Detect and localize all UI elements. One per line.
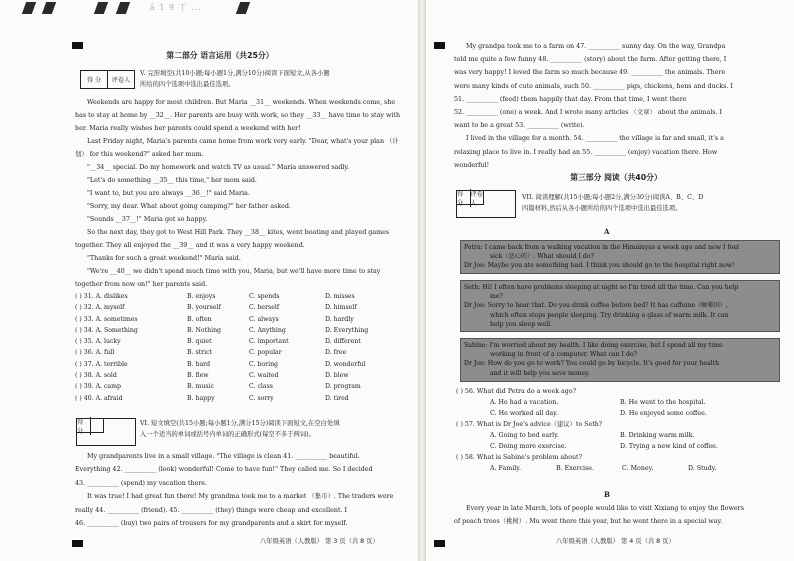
text-line: "I want to, but you are always __36__!" said Maria. — [87, 190, 250, 197]
text-line: Weekends are happy for most children. But Maria __31__ weekends. When weekends come, she — [87, 99, 396, 106]
text-line: It was true! I had great fun there! My grandma took me to a market （集市）. The traders were — [87, 493, 394, 501]
top-scan-strip — [0, 0, 418, 18]
option-row — [75, 381, 395, 392]
text-line: want to be a great 53. __________ (write). — [454, 122, 585, 130]
question-option: C. important — [249, 338, 289, 346]
answer-option: B. He went to the hospital. — [620, 399, 706, 406]
registration-mark — [434, 540, 445, 547]
question-stem: ( ) 57. What is Dr Joe's advice（建议）to Seth? — [456, 421, 603, 428]
answer-option: A. Family. — [490, 465, 521, 472]
question-options — [456, 430, 754, 452]
answer-option: A. He had a vacation. — [490, 399, 559, 406]
dialog-line: Dr Joe: Maybe you ate something bad. I think you should go to the hospital right now! — [464, 262, 735, 270]
text-line: My grandpa took me to a farm on 47. __________ sunny day. On the way, Grandpa — [466, 43, 726, 50]
question-option-a: ( ) 34. A. Something — [75, 326, 138, 334]
passage-b — [454, 502, 744, 528]
text-line: relaxing place to live in. I really had an 55. __________ (enjoy) vacation there. How — [454, 148, 718, 156]
question-stem: ( ) 58. What is Sabine's problem about? — [456, 454, 582, 461]
question-option-a: ( ) 40. A. afraid — [75, 394, 123, 402]
option-row — [75, 370, 395, 381]
question-option: B. yourself — [187, 304, 221, 312]
section5-header-line1: V. 完形填空(共10小题;每小题1分,满分10分)阅读下面短文,从各小题 — [140, 70, 330, 77]
question-option: D. wonderful — [325, 360, 366, 368]
registration-mark — [72, 42, 83, 49]
text-line: Everything 42. __________ (look) wonderful! Come to have fun!" They called me. So I decided — [75, 466, 373, 474]
text-line: 46. __________ (buy) two pairs of trousers for my grandparents and a skirt for myself. — [75, 520, 348, 528]
question-option: D. himself — [325, 304, 357, 312]
dialog-line: Petra: I came back from a walking vacation in the Himalayas a week ago and now I feel — [464, 244, 740, 251]
section-b-label: B — [604, 490, 610, 499]
text-line: told me quite a few funny 48. __________ (story) about the farm. After getting there, I — [454, 56, 727, 64]
text-line: I lived in the village for a month. 54. __________ the village is far and small, it's a — [466, 135, 724, 143]
section7-header-line1: VII. 阅读理解(共15小题;每小题2分,满分30分)阅读A、B、C、D — [522, 194, 704, 201]
question-option: B. strict — [187, 349, 213, 357]
dialog-line: Dr Joe: Sorry to hear that. Do you drink coffee before bed? It has caffeine（咖啡因）, — [464, 302, 729, 310]
text-line: really 44. __________ (friend). 45. __________ (they) things were cheap and excellent. I — [75, 506, 348, 514]
right-page — [426, 0, 794, 561]
answer-option: D. He enjoyed some coffee. — [620, 410, 707, 417]
question-option-a: ( ) 33. A. sometimes — [75, 315, 138, 323]
question-options — [456, 463, 754, 474]
text-line: together from now on!" her parents said. — [75, 281, 208, 288]
text-line: wonderful! — [454, 161, 490, 169]
dialog-line: Seth: Hi! I often have problems sleeping at night so I'm tired all the time. Can you help — [464, 284, 739, 291]
answer-option: D. Trying a new kind of coffee. — [620, 443, 718, 450]
question-option: B. often — [187, 315, 212, 323]
answer-option: C. He worked all day. — [490, 410, 558, 417]
top-strip-text: ā 1 9 丁 ... — [150, 3, 202, 12]
question-option-a: ( ) 35. A. lucky — [75, 338, 121, 346]
section6-header-line2: 入一个适当的单词或括号内单词的正确形式(每空不多于两词)。 — [140, 431, 315, 438]
question-option: B. Nothing — [187, 326, 222, 334]
text-line: "Thanks for such a great weekend!" Maria said. — [87, 255, 241, 262]
question-option: B. enjoys — [187, 293, 216, 300]
question-option: B. flew — [187, 372, 209, 380]
question-option-a: ( ) 39. A. camp — [75, 383, 121, 391]
registration-mark — [434, 42, 445, 49]
section6-header-line1: VI. 短文填空(共15小题;每小题1分,满分15分)阅读下面短文,在空白处填 — [140, 420, 340, 427]
part-three-title: 第三部分 阅读（共40分） — [570, 173, 662, 182]
question-option: B. music — [187, 383, 214, 391]
section5-header-line2: 所给的四个选项中选出最佳选项。 — [140, 81, 235, 88]
text-line: were many kinds of cute animals, such 50. __________ pigs, chickens, hens and ducks. I — [454, 82, 733, 90]
score-box-7: 得 分 评卷人 — [456, 190, 516, 218]
page-fold — [418, 0, 426, 561]
question-option: D. hardly — [325, 315, 354, 323]
question-option: C. class — [249, 383, 273, 391]
dialog-line: sick（恶心的）. What should I do? — [490, 253, 594, 261]
dialog-line: which often stops people sleeping. Try drinking a glass of warm milk. It can — [490, 311, 729, 319]
reading-questions — [456, 386, 754, 474]
cloze-options — [75, 291, 395, 404]
text-line: 52. __________ (one) a week. And I wrote many articles （文章） about the animals. I — [454, 109, 723, 117]
section-a-label: A — [604, 227, 610, 236]
text-line: of peach trees（桃树）. Mu went there this year, but he went there in a special way. — [454, 518, 723, 525]
dialog-line: Sabine: I'm worried about my health. I like doing exercise, but I spend all my time — [464, 342, 723, 349]
question-option: D. blew — [325, 372, 349, 380]
fill-blank-passage-continued — [454, 40, 733, 172]
option-row — [75, 359, 395, 370]
answer-option: B. Exercise. — [556, 465, 595, 472]
question-option: D. Everything — [325, 326, 369, 334]
dialog-line: working in front of a computer. What can I do? — [490, 351, 637, 359]
dialog-line: me? — [490, 293, 503, 301]
question-option: C. always — [249, 315, 279, 323]
question-option: C. herself — [249, 304, 280, 312]
option-row — [75, 314, 395, 325]
dialog-line: help you sleep well. — [490, 320, 553, 328]
question-option: C. popular — [249, 349, 282, 357]
option-row — [75, 347, 395, 358]
answer-option: D. Study. — [688, 465, 717, 472]
question-stem: ( ) 56. What did Petra do a week ago? — [456, 388, 576, 395]
text-line: "Sorry, my dear. What about going camping?" her father asked. — [87, 203, 291, 210]
text-line: "We're __40__ we didn't spend much time with you, Maria, but we'll have more time to stay — [87, 268, 381, 275]
option-row — [75, 336, 395, 347]
option-row — [75, 302, 395, 313]
answer-option: B. Drinking warm milk. — [620, 432, 695, 439]
question-option-a: ( ) 37. A. terrible — [75, 360, 128, 368]
question-option: D. tired — [325, 394, 349, 402]
text-line: 51. __________ (feed) them happily that day. From that time, I went there — [454, 95, 687, 103]
question-option: C. sorry — [249, 394, 274, 402]
text-line: My grandparents live in a small village. "The village is clean 41. __________ beautiful. — [87, 453, 360, 460]
answer-option: C. Doing more exercise. — [490, 443, 567, 450]
question-option: D. program — [325, 383, 361, 391]
registration-mark — [72, 540, 83, 547]
question-option: B. hard — [187, 360, 211, 368]
fill-blank-passage — [75, 450, 393, 530]
option-row — [75, 291, 395, 302]
part-two-title: 第二部分 语言运用（共25分） — [166, 51, 274, 60]
question-option: B. happy — [187, 394, 215, 402]
option-row — [75, 325, 395, 336]
dialog-line: Dr Joe: How do you go to work? You could go by bicycle. It's good for your health — [464, 360, 720, 368]
score-box-6: 得 分 — [76, 418, 136, 446]
option-row — [75, 393, 395, 404]
score-box-5: 得 分 评卷人 — [80, 70, 135, 89]
question-option: D. different — [325, 338, 361, 346]
answer-option: A. Going to bed early. — [490, 432, 559, 439]
text-line: was very happy! I loved the farm so much because 49. __________ the animals. There — [454, 69, 726, 77]
question-option: C. boring — [249, 360, 279, 368]
cloze-passage — [75, 96, 400, 291]
question-option: D. free — [325, 349, 347, 357]
text-line: So the next day, they got to West Hill Park. They __38__ kites, went boating and played games — [87, 229, 390, 236]
dialog-line: and it will help you save money. — [490, 369, 590, 377]
text-line: Last Friday night, Maria's parents came home from work very early. "Dear, what's your plan （计 — [87, 138, 399, 145]
text-line: has to stay at home by __32__. Her parents are busy with work, so they __33__ have time to stay with — [75, 112, 401, 119]
left-footer: 八年级英语（人教版） 第 3 页（共 8 页） — [260, 538, 379, 545]
question-option-a: ( ) 38. A. sold — [75, 372, 117, 380]
question-option-a: ( ) 31. A. dislikes — [75, 293, 128, 300]
text-line: 划） for this weekend?" asked her mum. — [75, 151, 204, 158]
dialog-petra — [460, 240, 780, 274]
text-line: "Let's do something __35__ this time," her mom said. — [87, 177, 257, 184]
question-options — [456, 397, 754, 419]
text-line: "__34__ special. Do my homework and watch TV as usual." Maria answered sadly. — [87, 164, 350, 171]
dialog-sabine — [460, 338, 780, 382]
question-option: C. waited — [249, 372, 279, 380]
question-option: B. quiet — [187, 338, 212, 346]
right-footer: 八年级英语（人教版） 第 4 页（共 8 页） — [556, 538, 675, 545]
question-option: C. spends — [249, 293, 280, 300]
section7-header-line2: 四篇材料,然后从各小题所给的四个选项中选出最佳选项。 — [522, 205, 682, 212]
text-line: "Sounds __37__!" Maria got so happy. — [87, 216, 208, 223]
dialog-seth — [460, 280, 780, 332]
question-option-a: ( ) 36. A. full — [75, 349, 115, 357]
text-line: together. They all enjoyed the __39__ and it was a very happy weekend. — [75, 242, 305, 249]
text-line: her. Maria really wishes her parents could spend a weekend with her! — [75, 125, 301, 132]
question-option: C. Anything — [249, 326, 286, 334]
answer-option: C. Money. — [622, 465, 654, 472]
text-line: 43. __________ (spend) my vacation there. — [75, 479, 208, 487]
question-option-a: ( ) 32. A. myself — [75, 304, 125, 312]
question-option: D. misses — [325, 293, 355, 300]
text-line: Every year in late March, lots of people would like to visit Xixiang to enjoy the flowers — [466, 505, 744, 512]
